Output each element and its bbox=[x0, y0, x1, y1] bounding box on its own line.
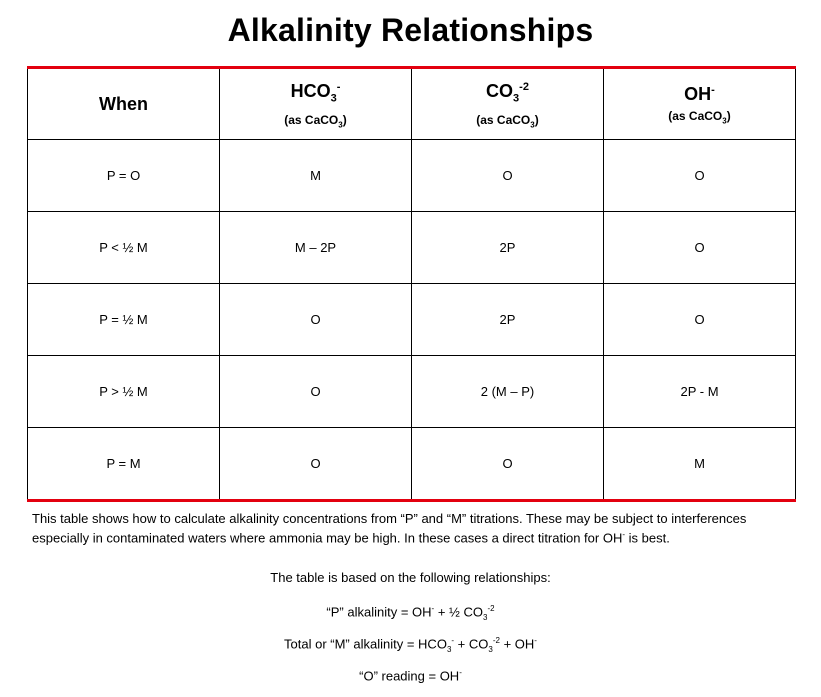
o-reading-formula: “O” reading = OH- bbox=[359, 668, 462, 684]
cell-when: P = O bbox=[28, 140, 220, 212]
cell-oh: O bbox=[604, 212, 796, 284]
cell-when: P > ½ M bbox=[28, 356, 220, 428]
table-row bbox=[28, 284, 796, 356]
explanation-note: This table shows how to calculate alkalinity concentrations from “P” and “M” titrations. These may be subject to interferences especially in contaminated waters where ammonia may be high. In these cases a direct titration for OH- is best. bbox=[32, 511, 747, 545]
cell-oh: O bbox=[604, 284, 796, 356]
cell-when: P = ½ M bbox=[28, 284, 220, 356]
cell-hco3: M bbox=[220, 140, 412, 212]
header-when bbox=[28, 68, 220, 140]
table-row bbox=[28, 356, 796, 428]
table-row bbox=[28, 428, 796, 501]
cell-hco3: M – 2P bbox=[220, 212, 412, 284]
cell-when: P = M bbox=[28, 428, 220, 501]
cell-oh: O bbox=[604, 140, 796, 212]
header-co3-unit: (as CaCO$_3$) bbox=[476, 113, 539, 130]
p-alkalinity-formula: “P” alkalinity = OH- + ½ $CO_3^{-2}$ bbox=[326, 604, 495, 622]
table-header-row bbox=[28, 68, 796, 140]
relationships-intro: The table is based on the following relationships: bbox=[270, 570, 551, 585]
alkalinity-table bbox=[27, 66, 796, 502]
cell-co3: 2P bbox=[412, 212, 604, 284]
cell-co3: O bbox=[412, 428, 604, 501]
cell-when: P < ½ M bbox=[28, 212, 220, 284]
cell-hco3: O bbox=[220, 428, 412, 501]
table-row bbox=[28, 140, 796, 212]
table-row bbox=[28, 212, 796, 284]
header-hco3 bbox=[220, 68, 412, 140]
cell-co3: O bbox=[412, 140, 604, 212]
header-hco3-label: $HCO_3^-$ bbox=[290, 80, 341, 105]
cell-oh: 2P - M bbox=[604, 356, 796, 428]
header-when-label: When bbox=[99, 94, 148, 114]
header-co3-label: $CO_3^{-2}$ bbox=[486, 80, 529, 105]
cell-co3: 2P bbox=[412, 284, 604, 356]
header-hco3-unit: (as CaCO$_3$) bbox=[284, 113, 347, 130]
page-title: Alkalinity Relationships bbox=[227, 12, 594, 48]
cell-hco3: O bbox=[220, 284, 412, 356]
cell-co3: 2 (M – P) bbox=[412, 356, 604, 428]
m-alkalinity-formula: Total or “M” alkalinity = $HCO_3^- + CO_3^{-2} + OH^-$ bbox=[284, 636, 537, 654]
cell-hco3: O bbox=[220, 356, 412, 428]
header-oh bbox=[604, 68, 796, 140]
header-oh-unit: (as CaCO$_3$) bbox=[668, 109, 731, 126]
cell-oh: M bbox=[604, 428, 796, 501]
header-oh-label: OH- bbox=[684, 84, 715, 105]
header-co3 bbox=[412, 68, 604, 140]
